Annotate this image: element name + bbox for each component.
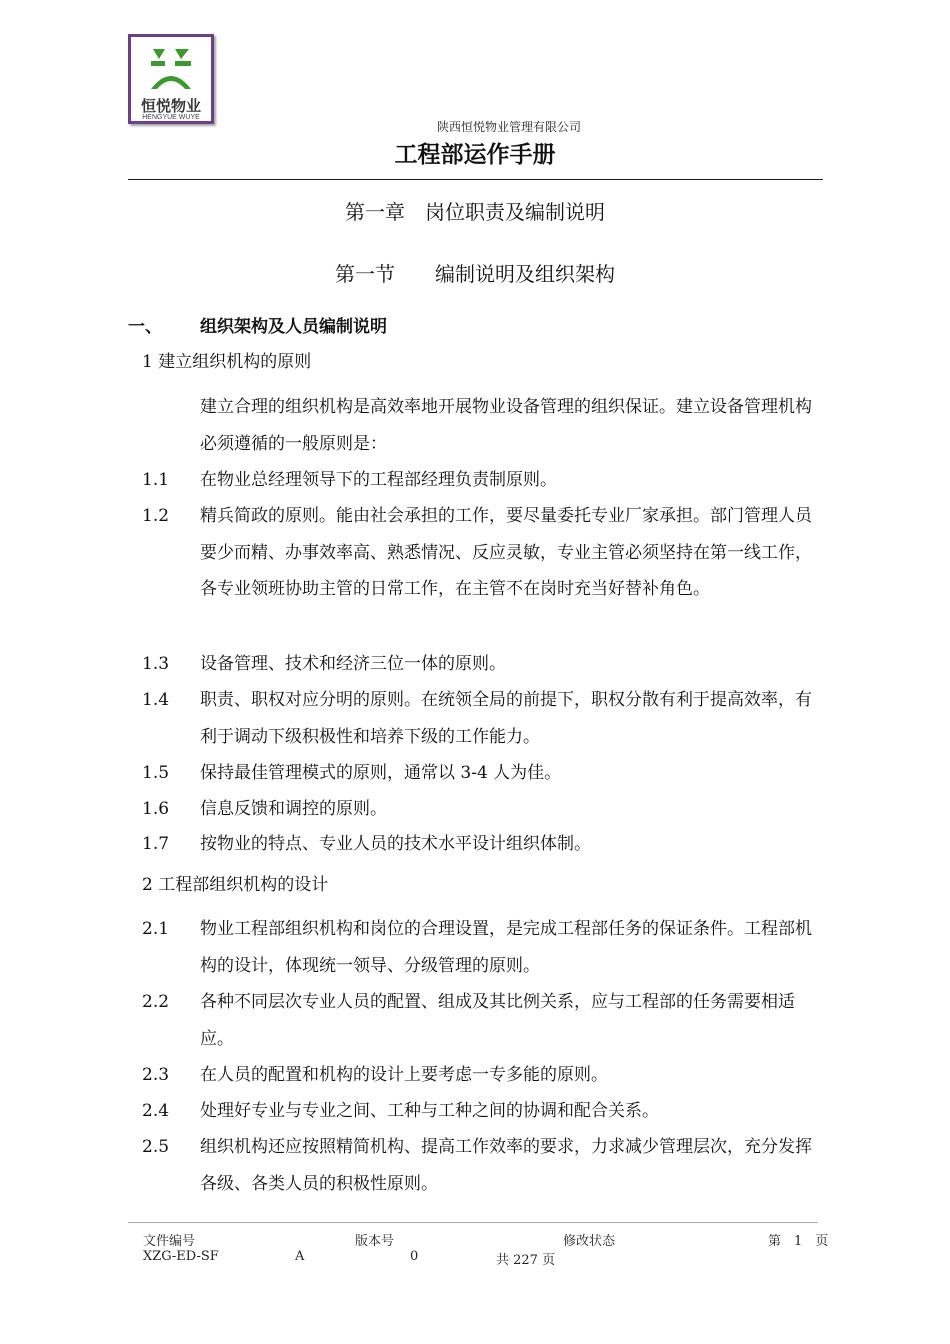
item-number: 1.6 [142,799,170,819]
item-text: 设备管理、技术和经济三位一体的原则。 [200,654,506,674]
heading-text: 组织架构及人员编制说明 [200,317,387,337]
item-number: 1.5 [142,763,170,783]
item-number: 1.1 [142,470,170,490]
item-number: 1.2 [142,506,170,526]
logo-text-cn: 恒悦物业 [140,97,201,115]
item-number: 2.4 [142,1101,170,1121]
item-text: 在人员的配置和机构的设计上要考虑一专多能的原则。 [200,1065,608,1085]
company-logo [128,34,214,124]
item-text: 处理好专业与专业之间、工种与工种之间的协调和配合关系。 [200,1101,659,1121]
company-name: 陕西恒悦物业管理有限公司 [437,120,582,134]
paragraph-intro: 建立合理的组织机构是高效率地开展物业设备管理的组织保证。建立设备管理机构必须遵循的一般原则是： [200,397,812,454]
footer-doc-no-label: 文件编号 [143,1234,196,1249]
item-text: 在物业总经理领导下的工程部经理负责制原则。 [200,470,557,490]
item-number: 2.1 [142,919,170,939]
item-text: 组织机构还应按照精简机构、提高工作效率的要求，力求减少管理层次，充分发挥各级、各类人员的积极性原则。 [200,1137,812,1194]
subheading-part2: 2 工程部组织机构的设计 [142,875,329,895]
footer-page-number: 第 1 页 [768,1234,829,1249]
item-number: 2.3 [142,1065,170,1085]
item-text: 职责、职权对应分明的原则。在统领全局的前提下，职权分散有利于提高效率，有利于调动下级积极性和培养下级的工作能力。 [200,690,812,747]
item-text: 精兵简政的原则。能由社会承担的工作，要尽量委托专业厂家承担。部门管理人员要少而精、办事效率高、熟悉情况、反应灵敏，专业主管必须坚持在第一线工作，各专业领班协助主管的日常工作，在主管不在岗时充当好替补角色。 [200,506,812,599]
footer-divider [128,1222,818,1223]
chapter-heading: 第一章 岗位职责及编制说明 [345,200,605,224]
item-number: 1.7 [142,834,170,854]
item-number: 2.2 [142,992,170,1012]
section-heading: 第一节 编制说明及组织架构 [335,262,615,286]
footer-version-label: 版本号 [355,1234,395,1249]
item-text: 信息反馈和调控的原则。 [200,799,387,819]
footer-version: A [295,1249,305,1264]
subheading-part1: 1 建立组织机构的原则 [142,352,312,372]
item-number: 1.3 [142,654,170,674]
logo-text-en: HENGYUE WUYE [142,114,200,121]
footer-revision: 0 [410,1249,419,1264]
item-number: 2.5 [142,1137,170,1157]
item-text: 保持最佳管理模式的原则，通常以 3-4 人为佳。 [200,763,562,783]
footer-total-pages: 共 227 页 [496,1253,556,1268]
item-text: 各种不同层次专业人员的配置、组成及其比例关系，应与工程部的任务需要相适应。 [200,992,795,1049]
heading-number: 一、 [128,317,162,337]
document-title: 工程部运作手册 [394,142,556,168]
logo-emblem-icon [145,43,197,95]
header-divider [128,179,823,180]
item-number: 1.4 [142,690,170,710]
footer-doc-no: XZG-ED-SF [143,1249,219,1264]
footer-revision-label: 修改状态 [563,1234,616,1249]
item-text: 物业工程部组织机构和岗位的合理设置，是完成工程部任务的保证条件。工程部机构的设计，体现统一领导、分级管理的原则。 [200,919,812,976]
item-text: 按物业的特点、专业人员的技术水平设计组织体制。 [200,834,591,854]
